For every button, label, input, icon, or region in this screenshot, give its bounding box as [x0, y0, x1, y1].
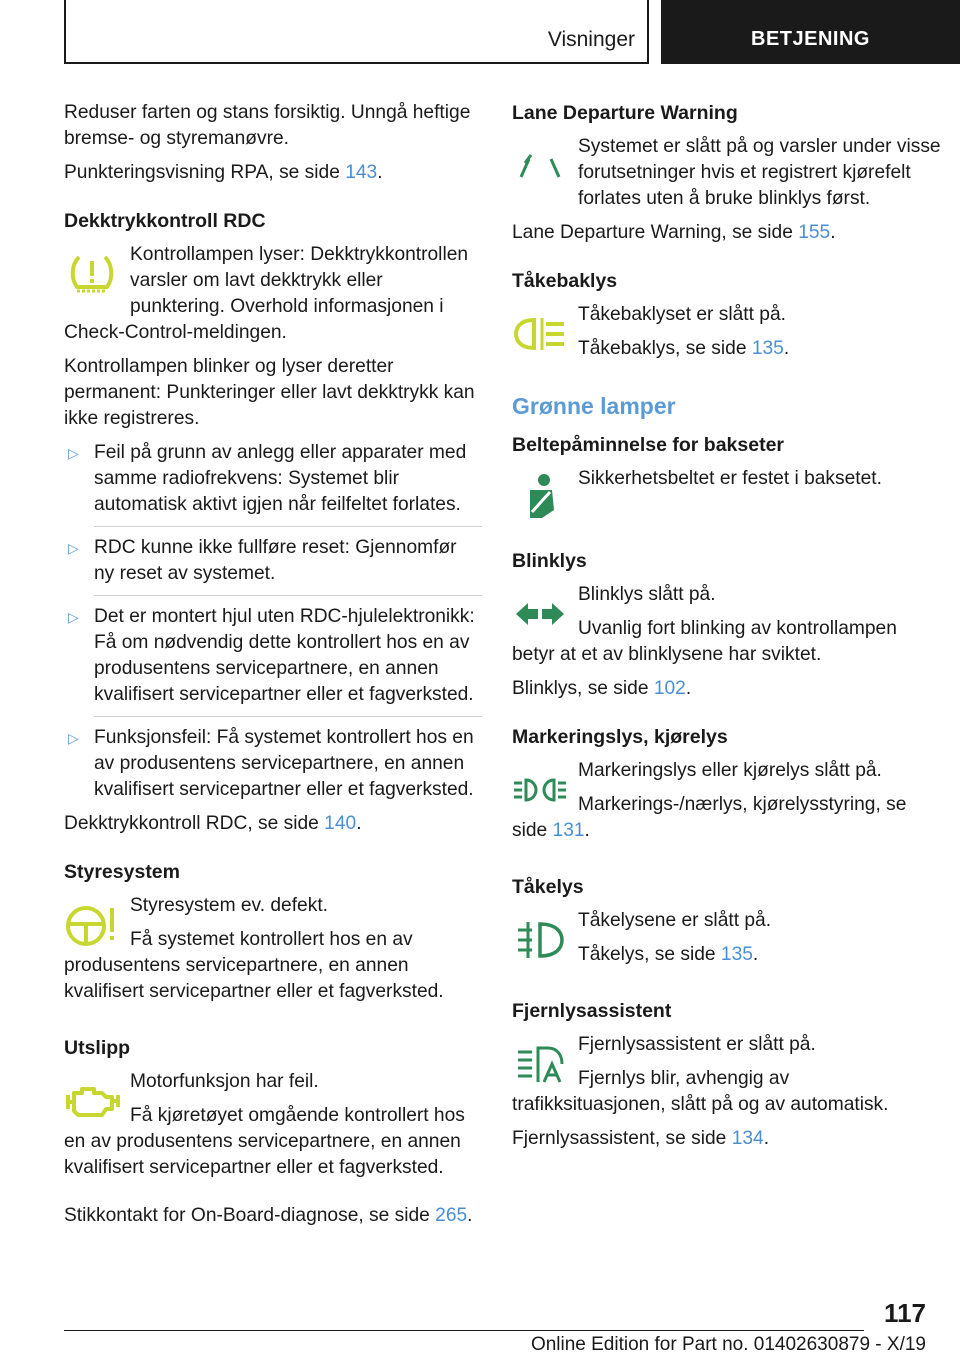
- indicator-reference: Blinklys, se side 102.: [512, 678, 692, 699]
- intro-paragraph: Reduser farten og stans forsiktig. Unngå heftige bremse- og styremanøvre.: [64, 102, 471, 149]
- list-item: [64, 535, 482, 596]
- parking-reference-text: Markerings-/nærlys, kjørelysstyring, se side: [512, 794, 907, 841]
- parking-paragraph-1: Markeringslys eller kjørelys slått på.: [578, 760, 882, 781]
- steering-heading: Styresystem: [64, 861, 180, 883]
- green-lamps-heading: Grønne lamper: [512, 393, 676, 419]
- right-column: [512, 100, 942, 1160]
- fog-paragraph-1: Tåkelysene er slått på.: [578, 910, 772, 931]
- list-item: [64, 725, 482, 803]
- high-beam-assistant-icon: [512, 1036, 568, 1092]
- rearfog-reference-text: Tåkebaklys, se side: [578, 338, 752, 359]
- fog-block: [512, 908, 942, 976]
- rdc-bullet-list: [64, 440, 482, 803]
- divider: [94, 716, 482, 717]
- indicator-reference-text: Blinklys, se side: [512, 678, 654, 699]
- front-fog-light-icon: [512, 912, 568, 968]
- list-item: [64, 440, 482, 527]
- page-link-135b[interactable]: 135: [720, 944, 753, 965]
- indicator-paragraph-1: Blinklys slått på.: [578, 584, 716, 605]
- obd-reference: Stikkontakt for On-Board-diagnose, se side 265.: [64, 1205, 473, 1226]
- indicator-heading: Blinklys: [512, 550, 587, 572]
- steering-block: [64, 893, 482, 1013]
- ldw-reference-text: Lane Departure Warning, se side: [512, 222, 799, 243]
- belt-paragraph-1: Sikkerhetsbeltet er festet i baksetet.: [578, 468, 882, 489]
- rdc-paragraph-1: Kontrollampen lyser: Dekktrykkontrollen varsler om lavt dekktrykk eller punktering. Overhold informasjonen i Check-Control-meldingen.: [64, 244, 469, 343]
- rearfog-reference: Tåkebaklys, se side 135.: [578, 338, 790, 359]
- steering-paragraph-2: Få systemet kontrollert hos en av produsentens servicepartnere, en annen kvalifisert servicepartner eller et fagverksted.: [64, 929, 444, 1002]
- rpa-reference: Punkteringsvisning RPA, se side 143.: [64, 162, 383, 183]
- rearfog-paragraph-1: Tåkebaklyset er slått på.: [578, 304, 786, 325]
- indicator-paragraph-2: Uvanlig fort blinking av kontrollampen betyr at et av blinklysene har sviktet.: [512, 618, 897, 665]
- turn-signal-icon: [512, 586, 568, 642]
- tire-pressure-warning-icon: [64, 246, 120, 302]
- emission-block: [64, 1069, 482, 1189]
- fog-reference: Tåkelys, se side 135.: [578, 944, 759, 965]
- emission-paragraph-1: Motorfunksjon har feil.: [130, 1071, 319, 1092]
- page-link-143[interactable]: 143: [345, 162, 378, 183]
- engine-warning-icon: [64, 1073, 120, 1129]
- ldw-heading: Lane Departure Warning: [512, 102, 738, 124]
- page-link-131[interactable]: 131: [552, 820, 585, 841]
- list-item: [64, 604, 482, 717]
- belt-heading: Beltepåminnelse for bakseter: [512, 434, 785, 456]
- list-item-text: Det er montert hjul uten RDC-hjulelektronikk: Få om nødvendig dette kontrollert hos en av produsentens servicepartnere, en annen kvalifisert servicepartner eller et fagverksted.: [94, 606, 475, 705]
- list-item-text: Feil på grunn av anlegg eller apparater med samme radiofrekvens: Systemet blir automatisk aktivt igjen når feilfeltet forlates.: [94, 442, 467, 515]
- highbeam-reference-text: Fjernlysassistent, se side: [512, 1128, 732, 1149]
- emission-heading: Utslipp: [64, 1037, 131, 1059]
- indicator-block: [512, 582, 942, 676]
- rearfog-heading: Tåkebaklys: [512, 270, 618, 292]
- highbeam-heading: Fjernlysassistent: [512, 1000, 672, 1022]
- belt-block: [512, 466, 942, 526]
- rearfog-block: [512, 302, 942, 370]
- list-item-text: Funksjonsfeil: Få systemet kontrollert hos en av produsentens servicepartnere, en annen kvalifisert servicepartner eller et fagverksted.: [94, 727, 474, 800]
- rdc-reference-text: Dekktrykkontroll RDC, se side: [64, 813, 325, 834]
- fog-reference-text: Tåkelys, se side: [578, 944, 721, 965]
- page-link-155[interactable]: 155: [798, 222, 831, 243]
- ldw-block: [512, 134, 942, 220]
- divider: [94, 526, 482, 527]
- divider: [94, 595, 482, 596]
- rpa-reference-text: Punkteringsvisning RPA, se side: [64, 162, 346, 183]
- section-title: Visninger: [547, 28, 635, 51]
- lane-departure-icon: [512, 138, 568, 194]
- triangle-bullet-icon: ▷: [68, 445, 79, 461]
- steering-warning-icon: [64, 897, 120, 953]
- highbeam-block: [512, 1032, 942, 1126]
- footer-divider: [64, 1330, 864, 1331]
- fog-heading: Tåkelys: [512, 876, 584, 898]
- list-item-text: RDC kunne ikke fullføre reset: Gjennomfør ny reset av systemet.: [94, 537, 457, 584]
- highbeam-paragraph-2: Fjernlys blir, avhengig av trafikksituasjonen, slått på og av automatisk.: [512, 1068, 889, 1115]
- parking-heading: Markeringslys, kjørelys: [512, 726, 728, 748]
- page-link-140[interactable]: 140: [324, 813, 357, 834]
- page-link-135[interactable]: 135: [751, 338, 784, 359]
- highbeam-paragraph-1: Fjernlysassistent er slått på.: [578, 1034, 816, 1055]
- page-number: 117: [884, 1298, 926, 1328]
- rear-fog-light-icon: [512, 306, 568, 362]
- seatbelt-icon: [512, 470, 568, 526]
- rdc-reference: Dekktrykkontroll RDC, se side 140.: [64, 813, 362, 834]
- triangle-bullet-icon: ▷: [68, 540, 79, 556]
- parking-reference: Markerings-/nærlys, kjørelysstyring, se side 131.: [512, 794, 907, 841]
- triangle-bullet-icon: ▷: [68, 730, 79, 746]
- rdc-paragraph-2: Kontrollampen blinker og lyser deretter permanent: Punkteringer eller lavt dekktrykk kan ikke registreres.: [64, 356, 475, 429]
- highbeam-reference: Fjernlysassistent, se side 134.: [512, 1128, 770, 1149]
- parking-light-icon: [512, 762, 568, 818]
- parking-block: [512, 758, 942, 852]
- steering-paragraph-1: Styresystem ev. defekt.: [130, 895, 328, 916]
- triangle-bullet-icon: ▷: [68, 609, 79, 625]
- rdc-block: [64, 242, 482, 354]
- emission-paragraph-2: Få kjøretøyet omgående kontrollert hos en av produsentens servicepartnere, en annen kvalifisert servicepartner eller et fagverksted.: [64, 1105, 465, 1178]
- rdc-heading: Dekktrykkontroll RDC: [64, 210, 266, 232]
- edition-footer: Online Edition for Part no. 01402630879 - X/19: [530, 1334, 926, 1355]
- page-link-265[interactable]: 265: [435, 1205, 468, 1226]
- obd-reference-text: Stikkontakt for On-Board-diagnose, se side: [64, 1205, 436, 1226]
- page-link-102[interactable]: 102: [653, 678, 686, 699]
- ldw-paragraph-1: Systemet er slått på og varsler under visse forutsetninger hvis et registrert kjørefelt forlates uten å bruke blinklys først.: [578, 136, 941, 209]
- chapter-tab[interactable]: BETJENING: [661, 0, 960, 64]
- page-link-134[interactable]: 134: [731, 1128, 764, 1149]
- left-column: [64, 100, 482, 1237]
- ldw-reference: Lane Departure Warning, se side 155.: [512, 222, 836, 243]
